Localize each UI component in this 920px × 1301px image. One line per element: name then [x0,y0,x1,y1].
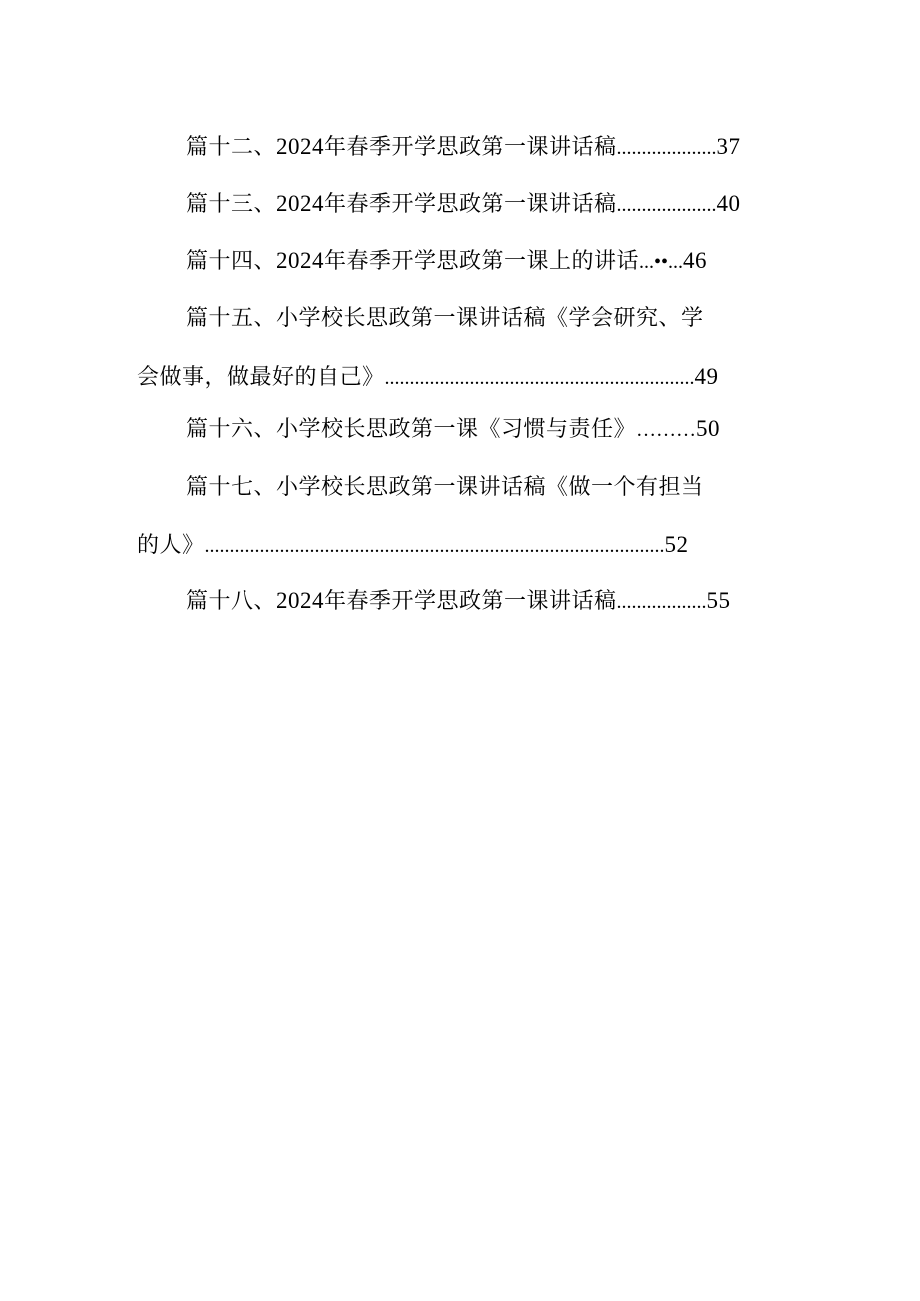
toc-entry-14[interactable] [186,246,707,277]
toc-entry-17-line-2[interactable] [137,530,689,561]
toc-entry-prefix: 篇十八、 [186,589,277,614]
toc-entry-title: 年春季开学思政第一课上的讲话 [324,249,640,274]
toc-leader-dots: .............................................................. [384,367,695,389]
toc-entry-year: 2024 [276,248,325,273]
toc-entry-15-line-2[interactable] [137,362,719,393]
toc-leader-dots: ...••... [639,251,684,273]
toc-entry-prefix: 篇十四、 [186,249,277,274]
toc-leader-dots: .................... [616,194,717,216]
toc-entry-year: 2024 [276,191,325,216]
toc-entry-12[interactable] [186,132,741,163]
toc-page-number: 50 [696,416,721,441]
toc-entry-18[interactable] [186,586,731,617]
toc-entry-year: 2024 [276,588,325,613]
toc-entry-prefix: 篇十五、 [186,306,277,331]
toc-entry-prefix: 篇十六、 [186,417,277,442]
toc-entry-16[interactable] [186,414,720,445]
toc-page-number: 40 [716,191,741,216]
toc-entry-title: 小学校长思政第一课《习惯与责任》 [276,417,637,442]
toc-entry-prefix: 篇十七、 [186,475,277,500]
toc-leader-dots: ……… [636,419,697,441]
toc-page-number: 37 [716,134,741,159]
toc-entry-title: 年春季开学思政第一课讲话稿 [324,135,617,160]
toc-page-number: 46 [683,248,708,273]
toc-entry-prefix: 篇十三、 [186,192,277,217]
toc-entry-title: 年春季开学思政第一课讲话稿 [324,589,617,614]
toc-entry-title: 年春季开学思政第一课讲话稿 [324,192,617,217]
toc-entry-15-line-1[interactable] [186,304,704,334]
toc-page-number: 49 [694,364,719,389]
toc-leader-dots: .................... [616,137,717,159]
toc-entry-13[interactable] [186,189,741,220]
toc-entry-title-continued: 会做事，做最好的自己》 [137,365,385,390]
toc-entry-title-continued: 的人》 [137,533,205,558]
toc-entry-year: 2024 [276,134,325,159]
toc-leader-dots: .................. [616,591,707,613]
toc-entry-17-line-1[interactable] [186,473,704,503]
toc-leader-dots: ............................................................................................ [204,535,665,557]
toc-entry-prefix: 篇十二、 [186,135,277,160]
toc-entry-title: 小学校长思政第一课讲话稿《学会研究、学 [276,306,704,331]
toc-entry-title: 小学校长思政第一课讲话稿《做一个有担当 [276,475,704,500]
toc-page-number: 55 [706,588,731,613]
toc-page-number: 52 [664,532,689,557]
